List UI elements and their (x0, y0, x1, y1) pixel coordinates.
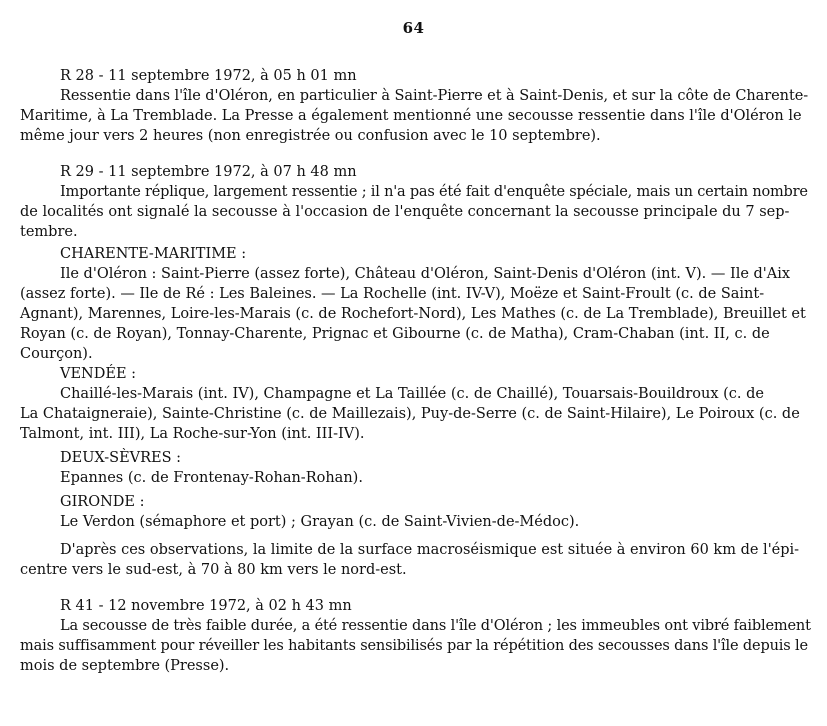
conclusion-line: D'après ces observations, la limite de la surface macroséismique est située à environ 60 km de l'épi- (60, 542, 800, 558)
region-gironde-line: Le Verdon (sémaphore et port) ; Grayan (c. de Saint-Vivien-de-Médoc). (60, 514, 580, 530)
region-charente-line: Agnant), Marennes, Loire-les-Marais (c. de Rochefort-Nord), Les Mathes (c. de La Tremblade), Breuillet et (20, 306, 806, 322)
entry-r29-line: de localités ont signalé la secousse à l'occasion de l'enquête concernant la secousse principale du 7 sep- (20, 204, 790, 220)
entry-r28-line: Maritime, à La Tremblade. La Presse a également mentionné une secousse ressentie dans l'île d'Oléron le (20, 108, 802, 124)
entry-r41-line: La secousse de très faible durée, a été ressentie dans l'île d'Oléron ; les immeubles ont vibré faiblement (60, 618, 811, 634)
entry-r29-line: Importante réplique, largement ressentie ; il n'a pas été fait d'enquête spéciale, mais un certain nombre (60, 184, 808, 200)
region-title-charente-maritime: CHARENTE-MARITIME : (60, 246, 247, 262)
region-charente-line: (assez forte). — Ile de Ré : Les Baleines. — La Rochelle (int. IV-V), Moëze et Saint-Froult (c. de Saint- (20, 286, 765, 302)
region-title-vendee: VENDÉE : (60, 366, 137, 382)
entry-r41-line: mais suffisamment pour réveiller les habitants sensibilisés par la répétition des secousses dans l'île depuis le (20, 638, 808, 654)
entry-heading-r28: R 28 - 11 septembre 1972, à 05 h 01 mn (60, 68, 357, 84)
conclusion-line: centre vers le sud-est, à 70 à 80 km vers le nord-est. (20, 562, 407, 578)
region-charente-line: Courçon). (20, 346, 93, 362)
region-title-deux-sevres: DEUX-SÈVRES : (60, 450, 182, 466)
region-title-gironde: GIRONDE : (60, 494, 145, 510)
region-vendee-line: La Chataigneraie), Sainte-Christine (c. de Maillezais), Puy-de-Serre (c. de Saint-Hilaire), Le Poiroux (c. de (20, 406, 800, 422)
page-number: 64 (402, 19, 425, 37)
region-vendee-line: Chaillé-les-Marais (int. IV), Champagne et La Taillée (c. de Chaillé), Touarsais-Bouildroux (c. de (60, 386, 764, 402)
entry-r29-line: tembre. (20, 224, 78, 240)
entry-heading-r29: R 29 - 11 septembre 1972, à 07 h 48 mn (60, 164, 357, 180)
entry-r28-line: Ressentie dans l'île d'Oléron, en particulier à Saint-Pierre et à Saint-Denis, et sur la côte de Charente- (60, 88, 809, 104)
region-vendee-line: Talmont, int. III), La Roche-sur-Yon (int. III-IV). (20, 426, 365, 442)
region-charente-line: Royan (c. de Royan), Tonnay-Charente, Prignac et Gibourne (c. de Matha), Cram-Chaban (int. II, c. de (20, 326, 770, 342)
region-charente-line: Ile d'Oléron : Saint-Pierre (assez forte), Château d'Oléron, Saint-Denis d'Oléron (int. V). — Ile d'Aix (60, 266, 791, 282)
entry-heading-r41: R 41 - 12 novembre 1972, à 02 h 43 mn (60, 598, 352, 614)
entry-r28-line: même jour vers 2 heures (non enregistrée ou confusion avec le 10 septembre). (20, 128, 601, 144)
entry-r41-line: mois de septembre (Presse). (20, 658, 230, 674)
region-deux-sevres-line: Epannes (c. de Frontenay-Rohan-Rohan). (60, 470, 363, 486)
